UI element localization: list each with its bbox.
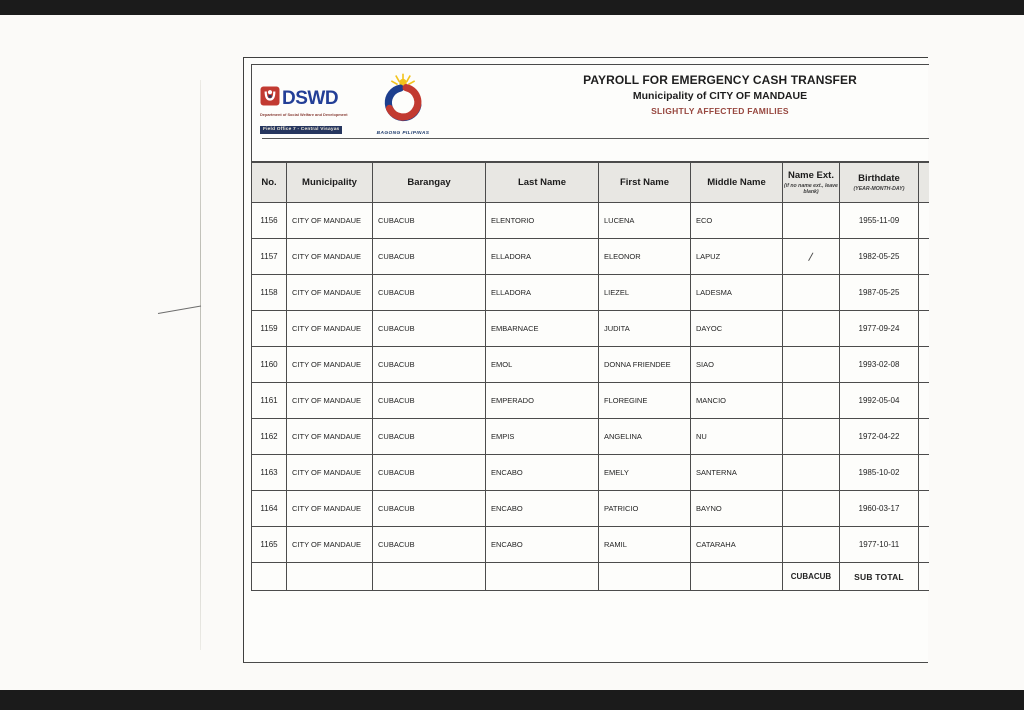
cell-first_name: DONNA FRIENDEE: [599, 347, 691, 383]
document-header: [251, 64, 929, 162]
cell-barangay: CUBACUB: [373, 275, 486, 311]
cell-first_name: JUDITA: [599, 311, 691, 347]
cell-birthdate: 1977-10-11: [840, 527, 919, 563]
table-row: [252, 275, 930, 311]
cell-middle_name: NU: [691, 419, 783, 455]
cell-no: 1158: [252, 275, 287, 311]
column-header-name_ext: Name Ext. (if no name ext., leave blank): [783, 163, 840, 203]
table-row: [252, 419, 930, 455]
cell-municipality: CITY OF MANDAUE: [287, 491, 373, 527]
subtotal-cell-barangay: [373, 563, 486, 591]
subtotal-cell-middle_name: [691, 563, 783, 591]
cell-barangay: CUBACUB: [373, 491, 486, 527]
table-row: [252, 311, 930, 347]
cell-middle_name: SANTERNA: [691, 455, 783, 491]
cell-edge: [919, 239, 930, 275]
subtotal-cell-birthdate: SUB TOTAL: [840, 563, 919, 591]
column-header-barangay: Barangay: [373, 163, 486, 203]
cell-edge: [919, 275, 930, 311]
cell-barangay: CUBACUB: [373, 239, 486, 275]
cell-barangay: CUBACUB: [373, 203, 486, 239]
subtotal-cell-name_ext: CUBACUB: [783, 563, 840, 591]
cell-birthdate: 1960-03-17: [840, 491, 919, 527]
cell-municipality: CITY OF MANDAUE: [287, 311, 373, 347]
cell-last_name: ELLADORA: [486, 275, 599, 311]
subtotal-cell-first_name: [599, 563, 691, 591]
cell-no: 1164: [252, 491, 287, 527]
cell-barangay: CUBACUB: [373, 311, 486, 347]
cell-name_ext: [783, 383, 840, 419]
header-divider-rule: [262, 138, 929, 139]
column-header-municipality: Municipality: [287, 163, 373, 203]
cell-no: 1157: [252, 239, 287, 275]
cell-municipality: CITY OF MANDAUE: [287, 239, 373, 275]
cell-municipality: CITY OF MANDAUE: [287, 455, 373, 491]
cell-name_ext: [783, 239, 840, 275]
column-header-middle_name: Middle Name: [691, 163, 783, 203]
table-row: [252, 347, 930, 383]
table-row: [252, 203, 930, 239]
cell-no: 1159: [252, 311, 287, 347]
cell-name_ext: [783, 203, 840, 239]
cell-middle_name: BAYNO: [691, 491, 783, 527]
cell-name_ext: [783, 419, 840, 455]
dswd-logo: [260, 86, 360, 135]
cell-birthdate: 1987-05-25: [840, 275, 919, 311]
cell-barangay: CUBACUB: [373, 527, 486, 563]
cell-first_name: LUCENA: [599, 203, 691, 239]
column-header-first_name: First Name: [599, 163, 691, 203]
cell-birthdate: 1955-11-09: [840, 203, 919, 239]
cell-no: 1160: [252, 347, 287, 383]
subtotal-row: [252, 563, 930, 591]
cell-barangay: CUBACUB: [373, 383, 486, 419]
cell-first_name: FLOREGINE: [599, 383, 691, 419]
cell-middle_name: CATARAHA: [691, 527, 783, 563]
cell-municipality: CITY OF MANDAUE: [287, 527, 373, 563]
cell-middle_name: LADESMA: [691, 275, 783, 311]
cell-edge: [919, 419, 930, 455]
table-body: [252, 203, 930, 563]
column-header-birthdate: Birthdate (YEAR-MONTH-DAY): [840, 163, 919, 203]
payroll-title: PAYROLL FOR EMERGENCY CASH TRANSFER: [583, 73, 857, 87]
column-header-edge: [919, 163, 930, 203]
cell-middle_name: LAPUZ: [691, 239, 783, 275]
letterbox-top-bar: [0, 0, 1024, 15]
cell-last_name: EMBARNACE: [486, 311, 599, 347]
dswd-field-office-badge: Field Office 7 - Central Visayas: [260, 126, 342, 134]
cell-municipality: CITY OF MANDAUE: [287, 275, 373, 311]
cell-birthdate: 1992-05-04: [840, 383, 919, 419]
document-frame: [243, 57, 928, 663]
bagong-pilipinas-logo: [362, 71, 444, 136]
cell-birthdate: 1972-04-22: [840, 419, 919, 455]
cell-no: 1161: [252, 383, 287, 419]
cell-last_name: EMPIS: [486, 419, 599, 455]
subtotal-cell-edge: [919, 563, 930, 591]
cell-last_name: EMOL: [486, 347, 599, 383]
pen-slash-mark: /: [807, 249, 815, 264]
cell-municipality: CITY OF MANDAUE: [287, 419, 373, 455]
cell-middle_name: ECO: [691, 203, 783, 239]
cell-middle_name: MANCIO: [691, 383, 783, 419]
municipality-subtitle: Municipality of CITY OF MANDAUE: [632, 90, 808, 102]
cell-last_name: ENCABO: [486, 491, 599, 527]
table-row: [252, 527, 930, 563]
table-header-row: [252, 163, 930, 203]
cell-edge: [919, 527, 930, 563]
cell-last_name: ENCABO: [486, 455, 599, 491]
cell-birthdate: 1985-10-02: [840, 455, 919, 491]
column-header-last_name: Last Name: [486, 163, 599, 203]
table-row: [252, 383, 930, 419]
cell-middle_name: SIAO: [691, 347, 783, 383]
subtotal-cell-municipality: [287, 563, 373, 591]
cell-name_ext: [783, 347, 840, 383]
cell-last_name: ELENTORIO: [486, 203, 599, 239]
dswd-acronym-text: DSWD: [282, 87, 339, 109]
cell-first_name: RAMIL: [599, 527, 691, 563]
cell-last_name: ENCABO: [486, 527, 599, 563]
cell-edge: [919, 347, 930, 383]
cell-birthdate: 1977-09-24: [840, 311, 919, 347]
cell-first_name: ELEONOR: [599, 239, 691, 275]
cell-barangay: CUBACUB: [373, 347, 486, 383]
cell-edge: [919, 311, 930, 347]
cell-name_ext: [783, 275, 840, 311]
table-row: [252, 239, 930, 275]
table-row: [252, 491, 930, 527]
payroll-table-wrapper: [251, 162, 929, 594]
cell-middle_name: DAYOC: [691, 311, 783, 347]
category-subtitle: SLIGHTLY AFFECTED FAMILIES: [651, 106, 789, 116]
letterbox-bottom-bar: [0, 690, 1024, 710]
payroll-table: [251, 162, 929, 591]
cell-first_name: EMELY: [599, 455, 691, 491]
cell-no: 1163: [252, 455, 287, 491]
column-header-no: No.: [252, 163, 287, 203]
document-titles: [510, 73, 930, 116]
cell-name_ext: [783, 455, 840, 491]
cell-barangay: CUBACUB: [373, 419, 486, 455]
bagong-pilipinas-icon: [376, 112, 430, 129]
cell-last_name: EMPERADO: [486, 383, 599, 419]
cell-first_name: ANGELINA: [599, 419, 691, 455]
cell-municipality: CITY OF MANDAUE: [287, 203, 373, 239]
cell-birthdate: 1982-05-25: [840, 239, 919, 275]
cell-name_ext: [783, 527, 840, 563]
dswd-department-line: Department of Social Welfare and Development: [260, 112, 348, 117]
cell-edge: [919, 383, 930, 419]
table-row: [252, 455, 930, 491]
subtotal-cell-last_name: [486, 563, 599, 591]
cell-edge: [919, 491, 930, 527]
cell-birthdate: 1993-02-08: [840, 347, 919, 383]
cell-barangay: CUBACUB: [373, 455, 486, 491]
cell-edge: [919, 203, 930, 239]
cell-name_ext: [783, 491, 840, 527]
cell-municipality: CITY OF MANDAUE: [287, 383, 373, 419]
dswd-emblem-icon: [260, 86, 280, 111]
cell-municipality: CITY OF MANDAUE: [287, 347, 373, 383]
page-fold-line: [200, 80, 201, 650]
cell-first_name: LIEZEL: [599, 275, 691, 311]
cell-edge: [919, 455, 930, 491]
cell-no: 1162: [252, 419, 287, 455]
bagong-pilipinas-label: BAGONG PILIPINAS: [376, 130, 430, 136]
cell-no: 1156: [252, 203, 287, 239]
cell-first_name: PATRICIO: [599, 491, 691, 527]
cell-no: 1165: [252, 527, 287, 563]
cell-last_name: ELLADORA: [486, 239, 599, 275]
subtotal-cell-no: [252, 563, 287, 591]
cell-name_ext: [783, 311, 840, 347]
